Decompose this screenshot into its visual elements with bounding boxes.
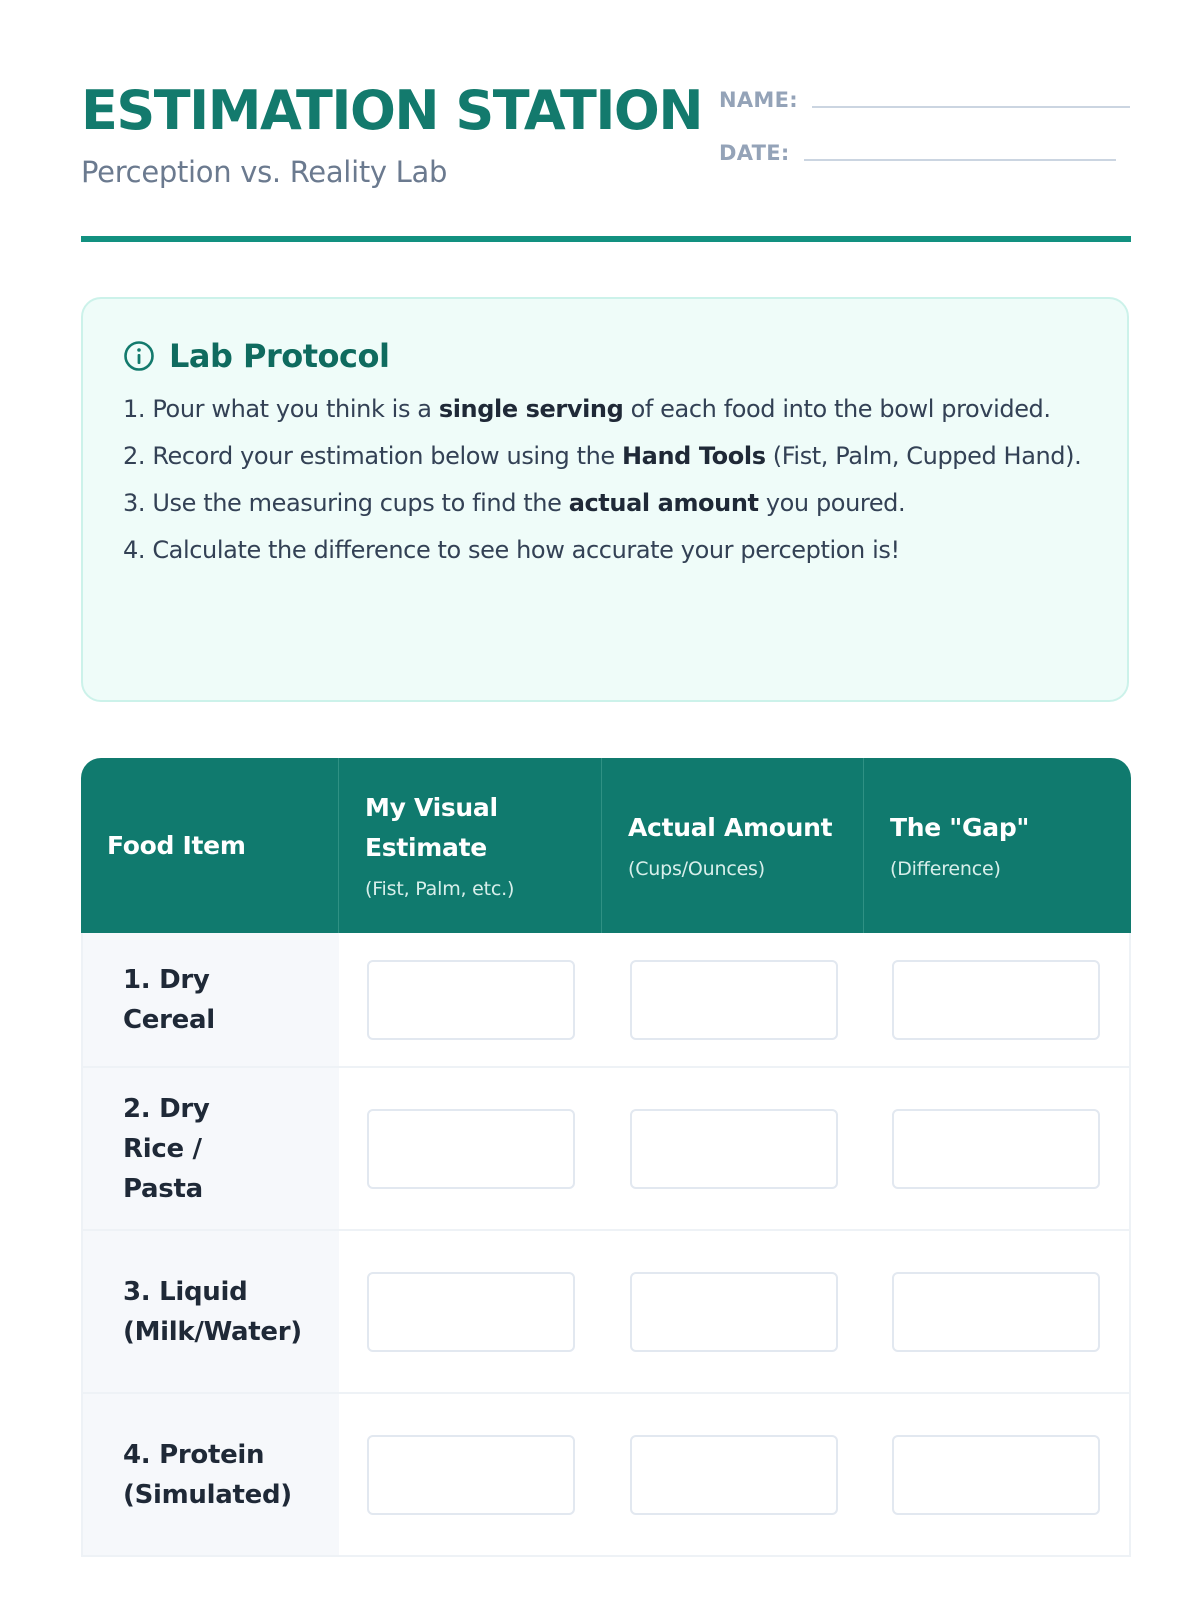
actual-input[interactable] (630, 1109, 838, 1189)
protocol-steps (123, 389, 1089, 570)
protocol-box (81, 297, 1129, 702)
estimate-input[interactable] (367, 960, 575, 1040)
name-field[interactable] (719, 88, 1130, 112)
estimate-cell (339, 1394, 602, 1557)
actual-input[interactable] (630, 1272, 838, 1352)
food-item-label: 2. Dry Rice / Pasta (81, 1068, 339, 1231)
estimate-cell (339, 1068, 602, 1231)
column-subheader: (Cups/Ounces) (628, 857, 765, 880)
food-item-label: 3. Liquid (Milk/Water) (81, 1231, 339, 1394)
table-row (81, 1394, 1131, 1557)
table-row (81, 1231, 1131, 1394)
actual-cell (602, 1068, 864, 1231)
date-label: DATE: (719, 141, 790, 165)
gap-input[interactable] (892, 960, 1100, 1040)
worksheet-header (81, 0, 1131, 245)
name-label: NAME: (719, 88, 798, 112)
column-subheader: (Difference) (890, 857, 1001, 880)
protocol-step: 4. Calculate the difference to see how accurate your perception is! (123, 536, 900, 564)
header-divider (81, 236, 1131, 242)
estimate-cell (339, 933, 602, 1068)
column-header-food-item: Food Item (81, 758, 339, 933)
column-header-visual-estimate: My Visual Estimate (Fist, Palm, etc.) (339, 758, 602, 933)
actual-input[interactable] (630, 960, 838, 1040)
page-subtitle: Perception vs. Reality Lab (81, 155, 448, 189)
column-header-actual-amount: Actual Amount (Cups/Ounces) (602, 758, 864, 933)
date-line[interactable] (804, 159, 1116, 161)
actual-cell (602, 1231, 864, 1394)
protocol-header (123, 337, 1089, 375)
protocol-step: 2. Record your estimation below using the Hand Tools (Fist, Palm, Cupped Hand). (123, 442, 1082, 470)
worksheet-page (81, 0, 1131, 1510)
gap-cell (864, 1394, 1131, 1557)
gap-cell (864, 1231, 1131, 1394)
gap-cell (864, 1068, 1131, 1231)
gap-input[interactable] (892, 1272, 1100, 1352)
table-row (81, 933, 1131, 1068)
actual-cell (602, 1394, 864, 1557)
date-field[interactable] (719, 141, 1116, 165)
protocol-step: 1. Pour what you think is a single serving of each food into the bowl provided. (123, 395, 1051, 423)
estimation-table-wrap (81, 758, 1131, 1557)
protocol-title: Lab Protocol (169, 337, 390, 375)
name-line[interactable] (812, 106, 1130, 108)
gap-cell (864, 933, 1131, 1068)
estimate-input[interactable] (367, 1435, 575, 1515)
column-header-gap: The "Gap" (Difference) (864, 758, 1131, 933)
column-subheader: (Fist, Palm, etc.) (365, 877, 515, 900)
protocol-step: 3. Use the measuring cups to find the actual amount you poured. (123, 489, 906, 517)
info-icon (123, 340, 155, 372)
gap-input[interactable] (892, 1435, 1100, 1515)
page-title: ESTIMATION STATION (81, 79, 703, 142)
gap-input[interactable] (892, 1109, 1100, 1189)
actual-input[interactable] (630, 1435, 838, 1515)
estimate-input[interactable] (367, 1109, 575, 1189)
table-row (81, 1068, 1131, 1231)
food-item-label: 4. Protein (Simulated) (81, 1394, 339, 1557)
table-header-row (81, 758, 1131, 933)
actual-cell (602, 933, 864, 1068)
estimate-input[interactable] (367, 1272, 575, 1352)
food-item-label: 1. Dry Cereal (81, 933, 339, 1068)
estimate-cell (339, 1231, 602, 1394)
estimation-table (81, 758, 1131, 1557)
